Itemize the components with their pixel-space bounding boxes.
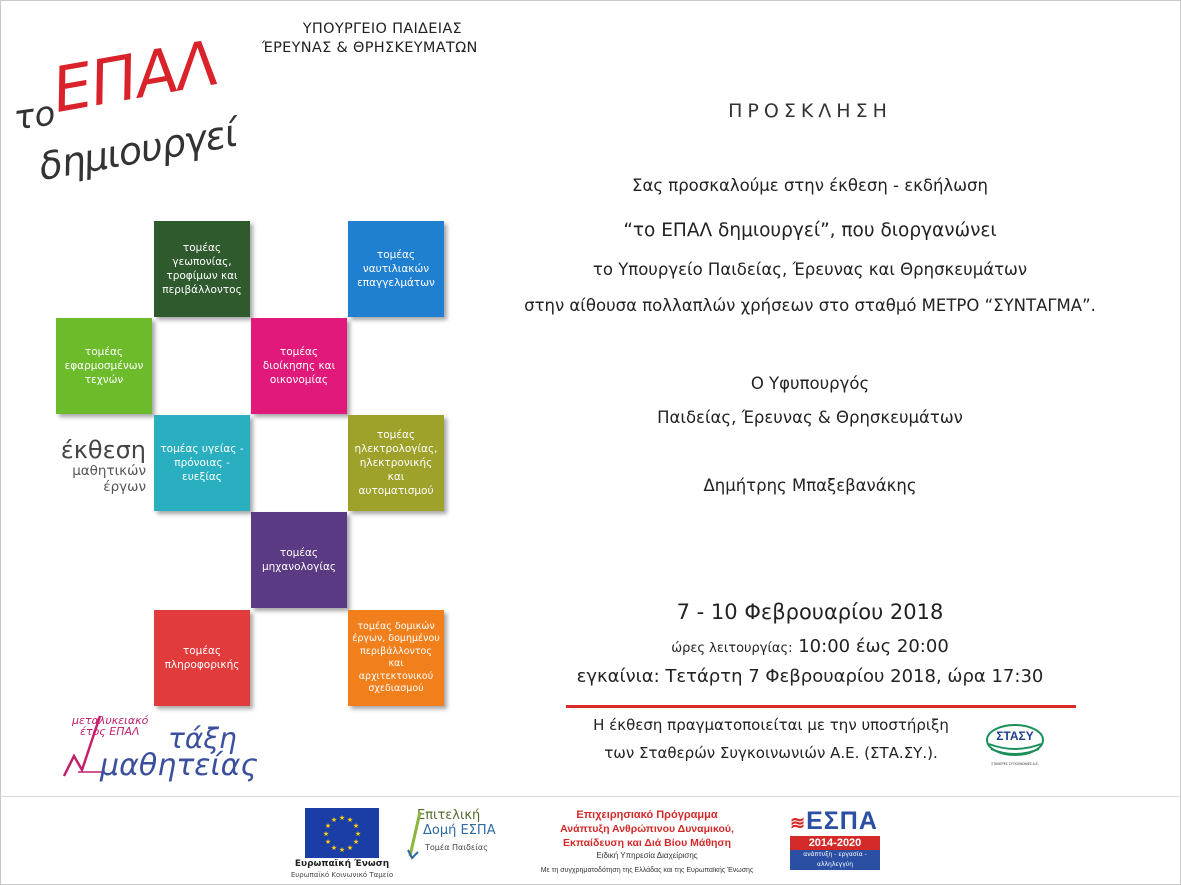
mathiteia-taxi: τάξη — [168, 722, 237, 755]
op-line-2: Ανάπτυξη Ανθρώπινου Δυναμικού, — [560, 823, 734, 835]
support-line-1: Η έκθεση πραγματοποιείται με την υποστήριξη — [593, 716, 949, 734]
mathiteia-text — [72, 715, 148, 737]
eu-title: Ευρωπαϊκή Ένωση — [294, 859, 390, 869]
tile-ygeias — [154, 415, 250, 511]
ministry-line-2: ΈΡΕΥΝΑΣ & ΘΡΗΣΚΕΥΜΑΤΩΝ — [262, 40, 478, 56]
logo-dimiourgei: δημιουργεί — [35, 111, 240, 189]
epit-arrow-icon — [406, 810, 422, 860]
red-divider — [566, 705, 1076, 708]
invitation-line-3: το Υπουργείο Παιδείας, Έρευνας και Θρησκευμάτων — [592, 260, 1028, 279]
tile-domikon-text: τομέας δομικών έργων, δομημένου περιβάλλοντος και αρχιτεκτονικού σχεδιασμού — [352, 620, 440, 694]
operational-programme — [516, 808, 778, 877]
epit-line-2: Δομή ΕΣΠΑ — [423, 823, 496, 838]
tile-pliroforikis — [154, 610, 250, 706]
espa-sub: ανάπτυξη - εργασία - αλληλεγγύη — [790, 850, 880, 870]
svg-text:★: ★ — [346, 844, 354, 852]
tile-efarmosmenon — [56, 318, 152, 414]
espa-wave-icon: ≋ — [790, 813, 807, 833]
tile-ygeias-text: τομέας υγείας - πρόνοιας - ευεξίας — [160, 443, 244, 483]
tile-geoponia-text: τομέας γεωπονίας, τροφίμων και περιβάλλοντος — [162, 242, 242, 296]
mathiteia-mathiteias: μαθητείας — [100, 748, 259, 783]
footer-divider — [0, 796, 1181, 797]
hours-label: ώρες λειτουργίας: — [671, 641, 793, 656]
espa-logo — [790, 808, 880, 870]
logo-to: το — [11, 93, 58, 139]
tile-efarmosmenon-text: τομέας εφαρμοσμένων τεχνών — [64, 346, 144, 386]
stasy-label: ΣΤΑΣΥ — [996, 729, 1034, 743]
svg-text:★: ★ — [338, 814, 346, 822]
event-dates: 7 - 10 Φεβρουαρίου 2018 — [676, 600, 944, 624]
svg-text:★: ★ — [322, 830, 330, 838]
mathiteia-line-1: μεταλυκειακό — [72, 714, 149, 727]
svg-text:★: ★ — [352, 838, 360, 846]
deputy-role-2: Παιδείας, Έρευνας & Θρησκευμάτων — [657, 408, 963, 427]
svg-text:★: ★ — [330, 816, 338, 824]
invitation-line-1: Σας προσκαλούμε στην έκθεση - εκδήλωση — [632, 176, 988, 195]
event-hours — [450, 636, 1170, 657]
stasy-logo-icon — [985, 722, 1045, 767]
eu-flag-icon — [305, 808, 379, 858]
tile-domikon — [348, 610, 444, 706]
ministry-header — [262, 20, 478, 58]
tile-naftiliakon — [348, 221, 444, 317]
espa-years: 2014-2020 — [790, 836, 880, 850]
hours-value: 10:00 έως 20:00 — [798, 636, 949, 657]
mathiteia-line-2: έτος ΕΠΑΛ — [80, 725, 140, 738]
espa-title — [790, 808, 880, 836]
espa-title-text: ΕΣΠΑ — [806, 807, 878, 835]
deputy-role-1: Ο Υφυπουργός — [750, 374, 870, 393]
svg-text:★: ★ — [346, 816, 354, 824]
epit-line-1: Επιτελική — [417, 808, 481, 823]
expo-line-3: έργων — [103, 479, 146, 495]
tile-dioikisis — [251, 318, 347, 414]
ministry-line-1: ΥΠΟΥΡΓΕΙΟ ΠΑΙΔΕΙΑΣ — [302, 21, 462, 37]
expo-line-2: μαθητικών — [72, 463, 146, 479]
op-line-3: Εκπαίδευση και Διά Βίου Μάθηση — [562, 837, 732, 849]
svg-text:★: ★ — [324, 838, 332, 846]
tile-mixanologias-text: τομέας μηχανολογίας — [261, 547, 337, 573]
svg-text:★: ★ — [354, 830, 362, 838]
svg-text:★: ★ — [338, 846, 346, 854]
deputy-name: Δημήτρης Μπαξεβανάκης — [703, 476, 917, 495]
eu-caption — [285, 859, 399, 881]
support-line-2: των Σταθερών Συγκοινωνιών Α.Ε. (ΣΤΑ.ΣΥ.). — [604, 744, 938, 762]
svg-text:★: ★ — [330, 844, 338, 852]
op-line-1: Επιχειρησιακό Πρόγραμμα — [576, 809, 718, 821]
invitation-line-4: στην αίθουσα πολλαπλών χρήσεων στο σταθμό ΜΕΤΡΟ “ΣΥΝΤΑΓΜΑ”. — [524, 296, 1096, 315]
svg-text:★: ★ — [324, 822, 332, 830]
tile-ilektrologias-text: τομέας ηλεκτρολογίας, ηλεκτρονικής και αυτοματισμού — [354, 429, 438, 497]
tile-mixanologias — [251, 512, 347, 608]
tile-geoponia — [154, 221, 250, 317]
expo-big: έκθεση — [60, 436, 146, 464]
expo-label — [52, 437, 146, 495]
op-line-5: Με τη συγχρηματοδότηση της Ελλάδας και της Ευρωπαϊκής Ένωσης — [540, 867, 754, 874]
tile-naftiliakon-text: τομέας ναυτιλιακών επαγγελμάτων — [357, 249, 435, 289]
epit-line-3: Τομέα Παιδείας — [425, 843, 488, 852]
logo-epal: ΕΠΑΛ — [46, 26, 224, 127]
eu-subtitle: Ευρωπαϊκό Κοινωνικό Ταμείο — [290, 871, 394, 879]
event-opening: εγκαίνια: Τετάρτη 7 Φεβρουαρίου 2018, ώρα 17:30 — [576, 666, 1044, 687]
tile-dioikisis-text: τομέας διοίκησης και οικονομίας — [262, 346, 336, 386]
invitation-line-2: “το ΕΠΑΛ δημιουργεί”, που διοργανώνει — [623, 220, 997, 241]
tile-ilektrologias — [348, 415, 444, 511]
op-line-4: Ειδική Υπηρεσία Διαχείρισης — [596, 851, 698, 860]
invitation-title: ΠΡΟΣΚΛΗΣΗ — [728, 100, 892, 122]
tile-pliroforikis-text: τομέας πληροφορικής — [164, 645, 240, 671]
svg-text:★: ★ — [352, 822, 360, 830]
stasy-sub: ΣΤΑΘΕΡΕΣ ΣΥΓΚΟΙΝΩΝΙΕΣ Α.Ε. — [991, 762, 1039, 766]
